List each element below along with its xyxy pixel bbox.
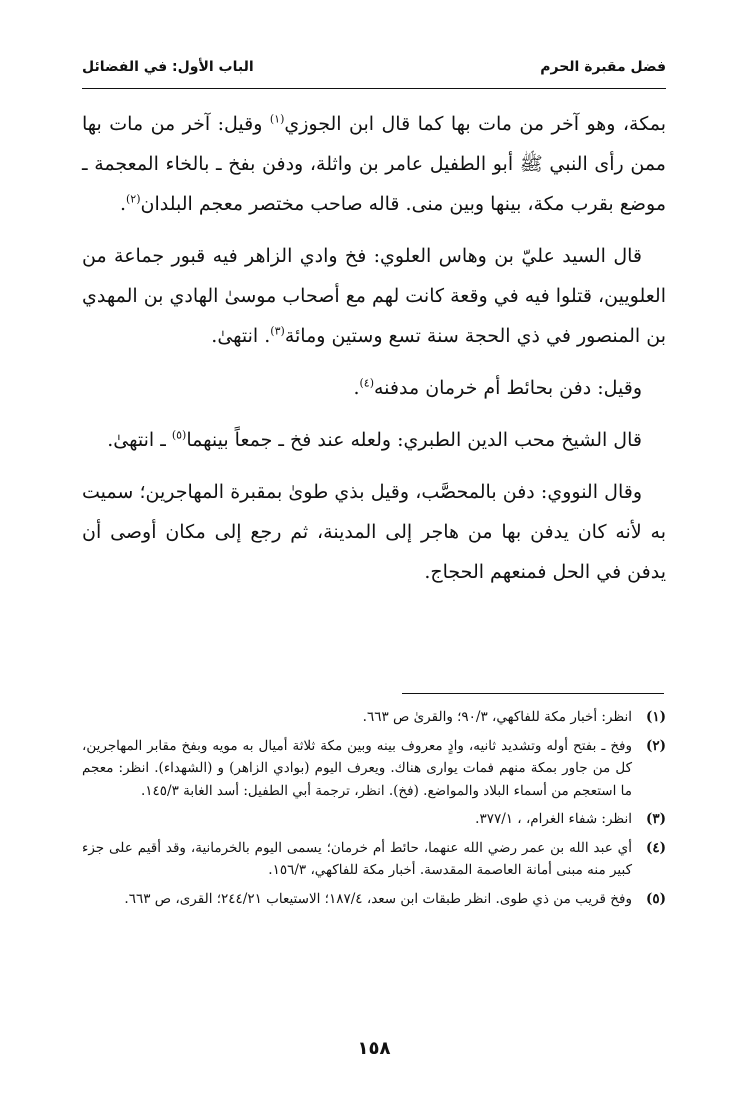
- footnote-5: [82, 888, 666, 911]
- footnote-text: وفخ قريب من ذي طوى. انظر طبقات ابن سعد، ١٨٧/٤؛ الاستيعاب ٢٤٤/٢١؛ القرى، ص ٦٦٣.: [124, 890, 632, 907]
- footnote-ref-3: (٣): [270, 324, 285, 338]
- footnote-text: أي عبد الله بن عمر رضي الله عنهما، حائط أم خرمان؛ يسمى اليوم بالخرمانية، وقد أقيم على جزء كبير منه مبنى أمانة العاصمة المقدسة. أخبار مكة للفاكهي، ١٥٦/٣.: [82, 839, 632, 878]
- paragraph-4-text-b: ـ انتهىٰ.: [107, 429, 172, 451]
- paragraph-3: [82, 368, 666, 408]
- header-section-title: الباب الأول: في الفضائل: [82, 59, 254, 75]
- footnote-text: انظر: أخبار مكة للفاكهي، ٩٠/٣؛ والقرىٰ ص ٦٦٣.: [362, 709, 632, 725]
- footnote-text: وفخ ـ بفتح أوله وتشديد ثانيه، وادٍ معروف بينه وبين مكة ثلاثة أميال به مويه وبفخ مقابر المهاجرين، كل من جاور بمكة منهم فمات يوارى هناك. ويعرف اليوم (بوادي الزاهر) و (الشهداء). انظر: معجم ما استعجم من أسماء البلاد والمواضع. (فخ). انظر، ترجمة أبي الطفيل: أسد الغابة ١٤٥/٣.: [82, 737, 632, 799]
- footnotes: [82, 706, 666, 916]
- paragraph-3-text-b: .: [353, 377, 360, 399]
- paragraph-4: [82, 420, 666, 460]
- footnote-ref-2: (٢): [125, 192, 141, 206]
- paragraph-1-text-a: بمكة، وهو آخر من مات بها كما قال ابن الجوزي: [284, 113, 666, 135]
- paragraph-4-text-a: قال الشيخ محب الدين الطبري: ولعله عند فخ ـ جمعاً بينهما: [186, 429, 642, 451]
- paragraph-2-text-a: قال السيد عليّ بن وهاس العلوي: فخ وادي الزاهر فيه قبور جماعة من العلويين، قتلوا فيه في وقعة كانت لهم مع أصحاب موسىٰ الهادي بن المهدي بن المنصور في ذي الحجة سنة تسع وستين ومائة: [82, 245, 666, 347]
- paragraph-2-text-b: . انتهىٰ.: [211, 325, 271, 347]
- paragraph-3-text-a: وقيل: دفن بحائط أم خرمان مدفنه: [374, 377, 642, 399]
- footnote-number: (١): [645, 709, 666, 725]
- footnote-text: انظر: شفاء الغرام، ، ٣٧٧/١.: [475, 811, 632, 827]
- header-chapter-title: فضل مقبرة الحرم: [540, 59, 666, 75]
- header-divider: [82, 88, 666, 89]
- paragraph-1-text-c: .: [119, 193, 126, 215]
- footnote-2: [82, 735, 666, 803]
- footnote-number: (٢): [645, 737, 666, 754]
- footnote-divider: [402, 693, 664, 694]
- page-number: ١٥٨: [357, 1038, 391, 1059]
- footnote-ref-5: (٥): [171, 428, 187, 442]
- paragraph-1: [82, 104, 666, 224]
- footnote-number: (٤): [645, 839, 666, 856]
- main-text: [82, 104, 666, 604]
- running-header: [82, 52, 666, 82]
- footnote-3: [82, 808, 666, 831]
- paragraph-2: [82, 236, 666, 356]
- footnote-number: (٥): [645, 890, 666, 907]
- footnote-1: [82, 706, 666, 729]
- footnote-ref-1: (١): [269, 112, 285, 126]
- footnote-ref-4: (٤): [359, 376, 374, 390]
- paragraph-5: وقال النووي: دفن بالمحصَّب، وقيل بذي طوىٰ بمقبرة المهاجرين؛ سميت به لأنه كان يدفن بها من هاجر إلى المدينة، ثم رجع إلى مكان أوصى أن يدفن في الحل فمنعهم الحجاج.: [82, 481, 666, 583]
- footnote-4: [82, 837, 666, 882]
- footnote-number: (٣): [645, 811, 666, 827]
- paragraph-1-text-b: وقيل: آخر من مات بها ممن رأى النبي ﷺ أبو الطفيل عامر بن واثلة، ودفن بفخ ـ بالخاء المعجمة ـ موضع بقرب مكة، بينها وبين منى. قاله صاحب مختصر معجم البلدان: [82, 113, 666, 215]
